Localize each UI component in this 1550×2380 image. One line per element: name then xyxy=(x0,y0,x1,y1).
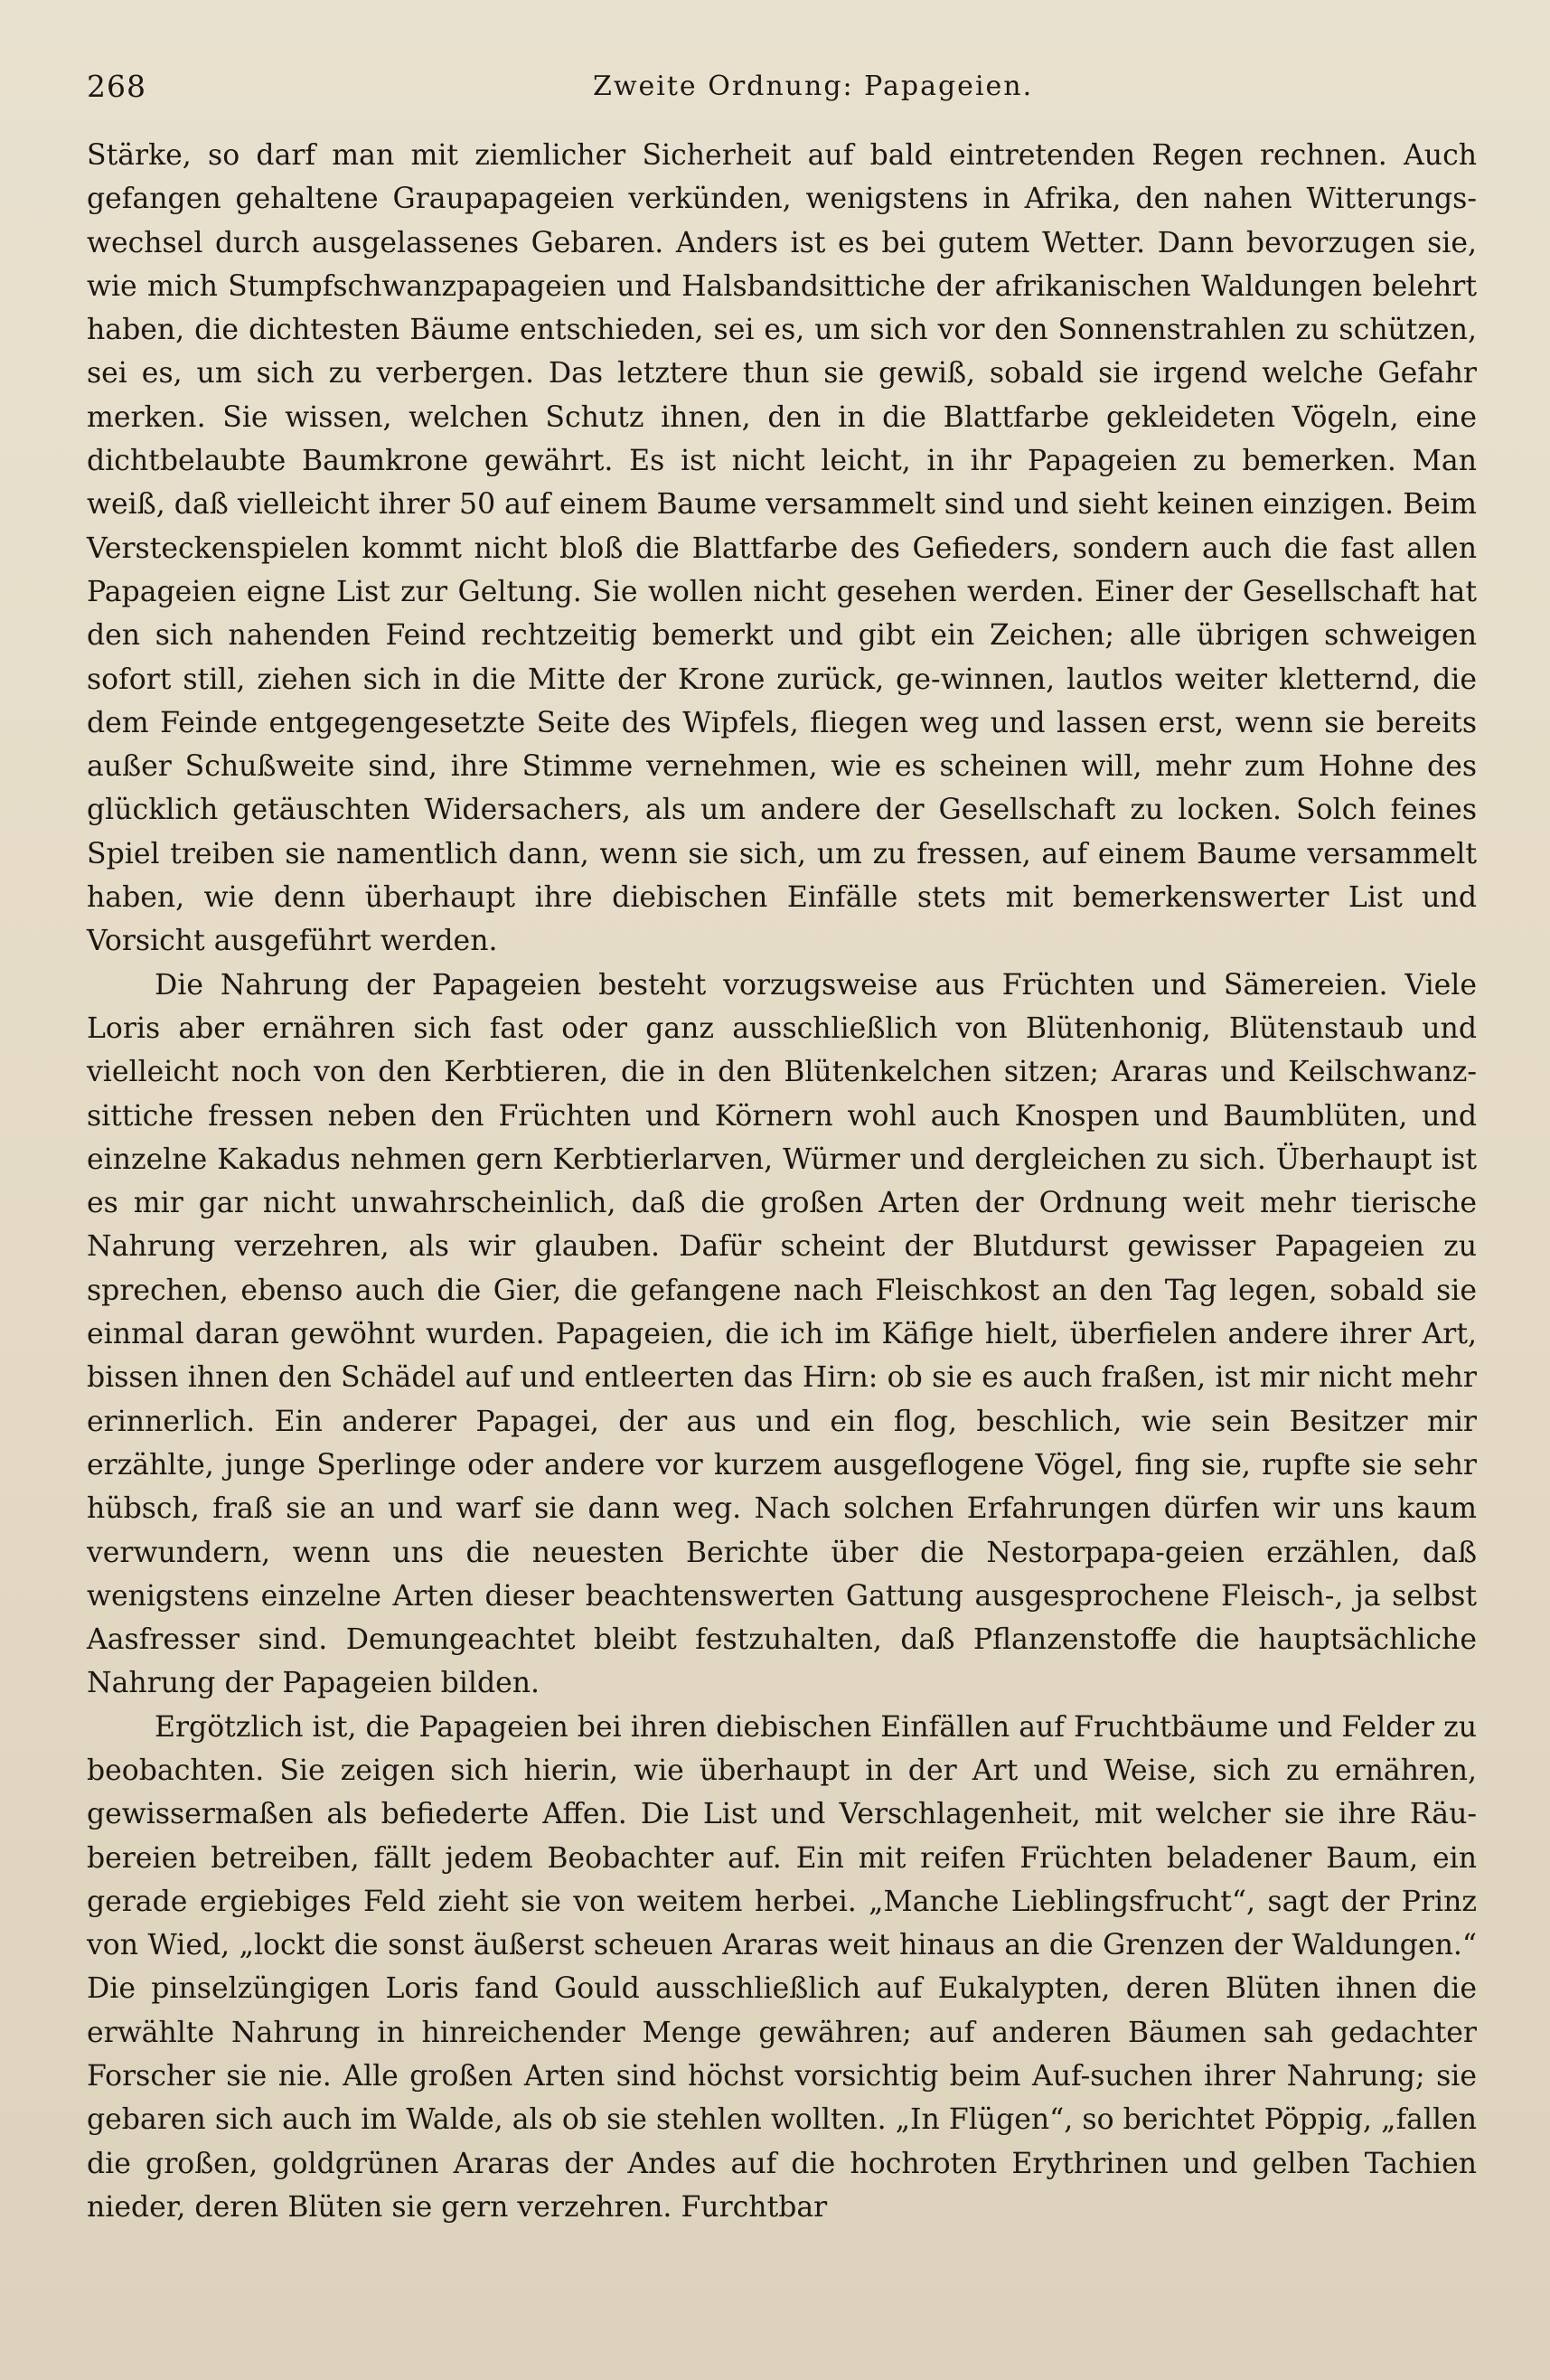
body-text xyxy=(87,134,1477,2229)
paragraph-weather-behavior: Stärke, so darf man mit ziemlicher Sicherheit auf bald eintretenden Regen rechnen. Auch gefangen gehaltene Graupapageien verkünden, wenigstens in Afrika, den nahen Witterungs-wechsel durch ausgelassenes Gebaren. Anders ist es bei gutem Wetter. Dann bevorzugen sie, wie mich Stumpfschwanzpapageien und Halsbandsittiche der afrikanischen Waldungen belehrt haben, die dichtesten Bäume entschieden, sei es, um sich vor den Sonnenstrahlen zu schützen, sei es, um sich zu verbergen. Das letztere thun sie gewiß, sobald sie irgend welche Gefahr merken. Sie wissen, welchen Schutz ihnen, den in die Blattfarbe gekleideten Vögeln, eine dichtbelaubte Baumkrone gewährt. Es ist nicht leicht, in ihr Papageien zu bemerken. Man weiß, daß vielleicht ihrer 50 auf einem Baume versammelt sind und sieht keinen einzigen. Beim Versteckenspielen kommt nicht bloß die Blattfarbe des Gefieders, sondern auch die fast allen Papageien eigne List zur Geltung. Sie wollen nicht gesehen werden. Einer der Gesellschaft hat den sich nahenden Feind rechtzeitig bemerkt und gibt ein Zeichen; alle übrigen schweigen sofort still, ziehen sich in die Mitte der Krone zurück, ge-winnen, lautlos weiter kletternd, die dem Feinde entgegengesetzte Seite des Wipfels, fliegen weg und lassen erst, wenn sie bereits außer Schußweite sind, ihre Stimme vernehmen, wie es scheinen will, mehr zum Hohne des glücklich getäuschten Widersachers, als um andere der Gesellschaft zu locken. Solch feines Spiel treiben sie namentlich dann, wenn sie sich, um zu fressen, auf einem Baume versammelt haben, wie denn überhaupt ihre diebischen Einfälle stets mit bemerkenswerter List und Vorsicht ausgeführt werden. xyxy=(87,139,1477,958)
paragraph-raids: Ergötzlich ist, die Papageien bei ihren diebischen Einfällen auf Fruchtbäume und Felder zu beobachten. Sie zeigen sich hierin, wie überhaupt in der Art und Weise, sich zu ernähren, gewissermaßen als befiederte Affen. Die List und Verschlagenheit, mit welcher sie ihre Räu-bereien betreiben, fällt jedem Beobachter auf. Ein mit reifen Früchten beladener Baum, ein gerade ergiebiges Feld zieht sie von weitem herbei. „Manche Lieblingsfrucht“, sagt der Prinz von Wied, „lockt die sonst äußerst scheuen Araras weit hinaus an die Grenzen der Waldungen.“ Die pinselzüngigen Loris fand Gould ausschließlich auf Eukalypten, deren Blüten ihnen die erwählte Nahrung in hinreichender Menge gewähren; auf anderen Bäumen sah gedachter Forscher sie nie. Alle großen Arten sind höchst vorsichtig beim Auf-suchen ihrer Nahrung; sie gebaren sich auch im Walde, als ob sie stehlen wollten. „In Flügen“, so berichtet Pöppig, „fallen die großen, goldgrünen Araras der Andes auf die hochroten Erythrinen und gelben Tachien nieder, deren Blüten sie gern verzehren. Furchtbar xyxy=(87,1710,1477,2224)
page-number: 268 xyxy=(87,69,146,104)
paragraph-diet: Die Nahrung der Papageien besteht vorzugsweise aus Früchten und Sämereien. Viele Loris aber ernähren sich fast oder ganz ausschließlich von Blütenhonig, Blütenstaub und vielleicht noch von den Kerbtieren, die in den Blütenkelchen sitzen; Araras und Keilschwanz-sittiche fressen neben den Früchten und Körnern wohl auch Knospen und Baumblüten, und einzelne Kakadus nehmen gern Kerbtierlarven, Würmer und dergleichen zu sich. Überhaupt ist es mir gar nicht unwahrscheinlich, daß die großen Arten der Ordnung weit mehr tierische Nahrung verzehren, als wir glauben. Dafür scheint der Blutdurst gewisser Papageien zu sprechen, ebenso auch die Gier, die gefangene nach Fleischkost an den Tag legen, sobald sie einmal daran gewöhnt wurden. Papageien, die ich im Käfige hielt, überfielen andere ihrer Art, bissen ihnen den Schädel auf und entleerten das Hirn: ob sie es auch fraßen, ist mir nicht mehr erinnerlich. Ein anderer Papagei, der aus und ein flog, beschlich, wie sein Besitzer mir erzählte, junge Sperlinge oder andere vor kurzem ausgeflogene Vögel, fing sie, rupfte sie sehr hübsch, fraß sie an und warf sie dann weg. Nach solchen Erfahrungen dürfen wir uns kaum verwundern, wenn uns die neuesten Berichte über die Nestorpapa-geien erzählen, daß wenigstens einzelne Arten dieser beachtenswerten Gattung ausgesprochene Fleisch-, ja selbst Aasfresser sind. Demungeachtet bleibt festzuhalten, daß Pflanzenstoffe die hauptsächliche Nahrung der Papageien bilden. xyxy=(87,968,1477,1700)
running-head: Zweite Ordnung: Papageien. xyxy=(593,71,1034,102)
page-header xyxy=(87,69,1479,123)
